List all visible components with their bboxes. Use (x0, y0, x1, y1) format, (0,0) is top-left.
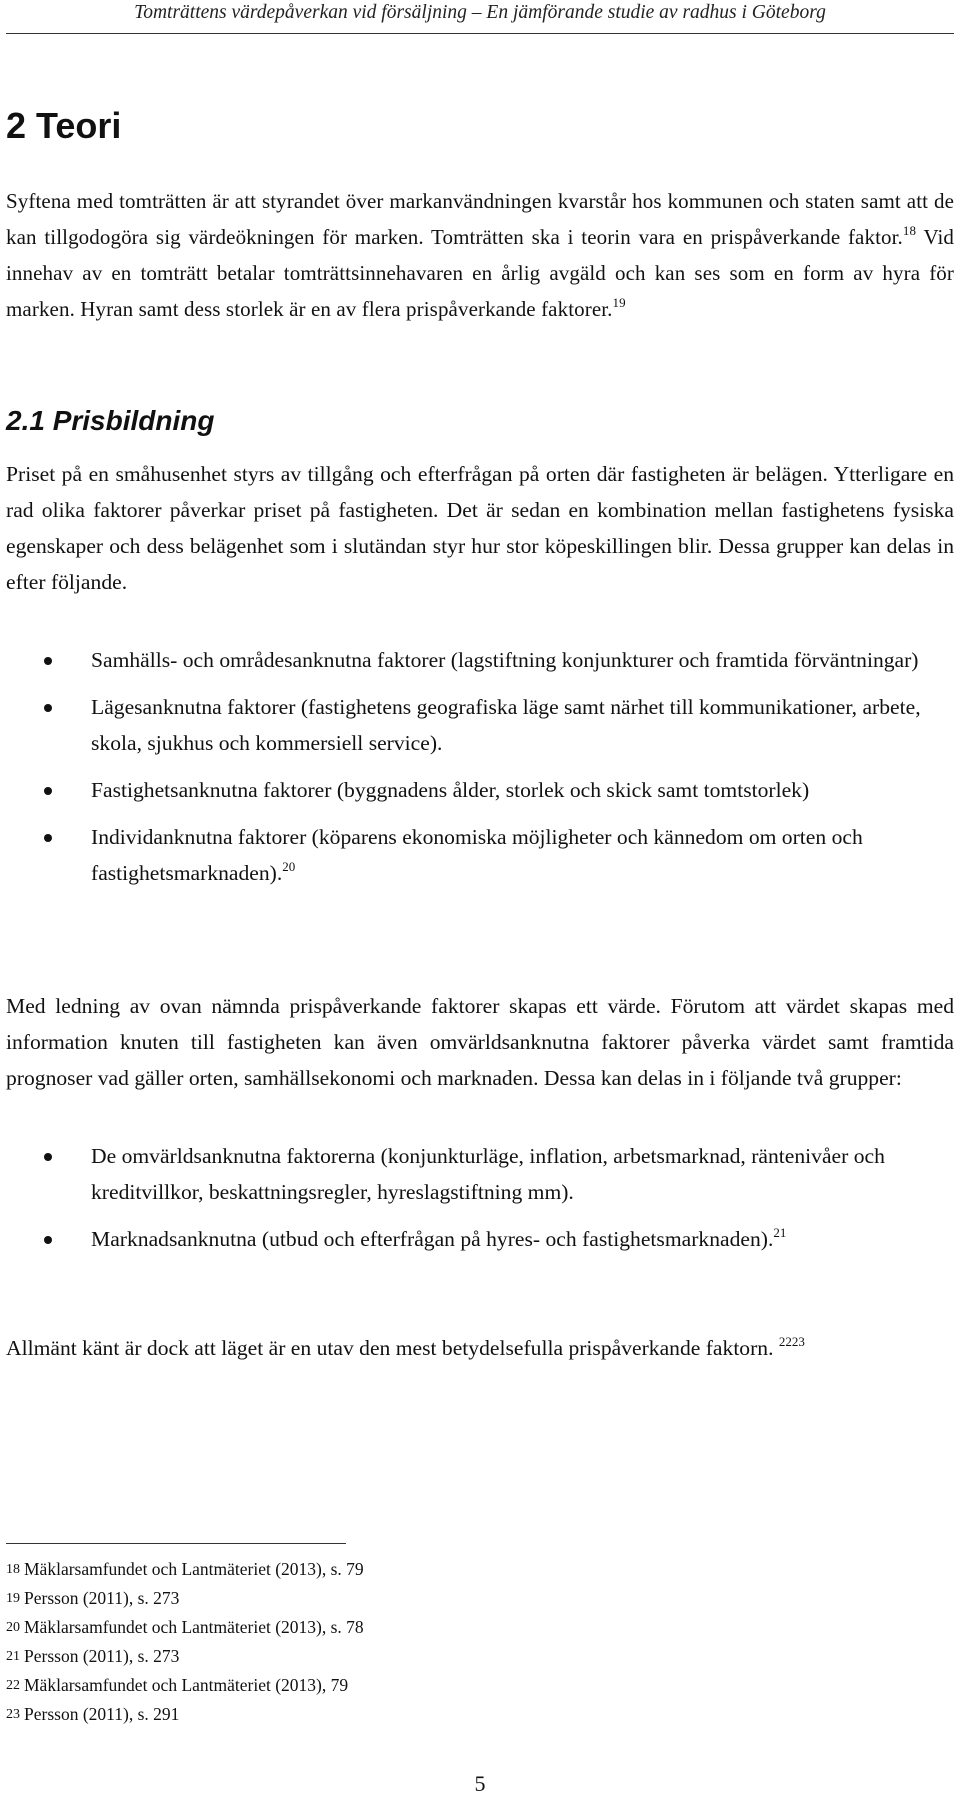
list-item (6, 642, 954, 678)
footnote-rule (6, 1543, 346, 1544)
footnote-text: Mäklarsamfundet och Lantmäteriet (2013), 79 (24, 1675, 349, 1695)
running-header: Tomträttens värdepåverkan vid försäljning – En jämförande studie av radhus i Göteborg (134, 2, 826, 23)
footnote (6, 1584, 364, 1613)
footnote-number: 21 (6, 1649, 20, 1664)
footnote-text: Mäklarsamfundet och Lantmäteriet (2013), s. 78 (24, 1617, 364, 1637)
list-item (6, 819, 954, 891)
group-list (6, 1138, 954, 1268)
intro-paragraph (6, 183, 954, 327)
footnote-number: 22 (6, 1678, 20, 1693)
list-item-text: De omvärldsanknutna faktorerna (konjunkturläge, inflation, arbetsmarknad, räntenivåer och kreditvillkor, beskattningsregler, hyreslagstiftning mm). (91, 1144, 885, 1204)
footnote-text: Persson (2011), s. 273 (24, 1588, 180, 1608)
footnote-number: 18 (6, 1562, 20, 1577)
header-rule (6, 33, 954, 34)
section-heading: 2.1 Prisbildning (6, 405, 215, 436)
closing-paragraph (6, 1330, 954, 1366)
bullet-icon (44, 787, 52, 795)
footnote (6, 1700, 364, 1729)
footnote (6, 1555, 364, 1584)
closing-text: Allmänt känt är dock att läget är en utav den mest betydelsefulla prispåverkande faktorn. (6, 1336, 779, 1360)
footnote-number: 20 (6, 1620, 20, 1635)
list-item-text: Samhälls- och områdesanknutna faktorer (lagstiftning konjunkturer och framtida förväntningar) (91, 648, 919, 672)
list-item-text: Individanknutna faktorer (köparens ekonomiska möjligheter och kännedom om orten och fastighetsmarknaden). (91, 825, 863, 885)
footnote-ref-21[interactable]: 21 (773, 1225, 787, 1240)
footnote (6, 1613, 364, 1642)
footnote-ref-18[interactable]: 18 (902, 223, 917, 238)
footnote-text: Mäklarsamfundet och Lantmäteriet (2013), s. 79 (24, 1559, 364, 1579)
list-item-text: Fastighetsanknutna faktorer (byggnadens ålder, storlek och skick samt tomtstorlek) (91, 778, 810, 802)
footnote-ref-20[interactable]: 20 (282, 859, 296, 874)
chapter-heading: 2 Teori (6, 105, 122, 146)
intro-text-b: Vid innehav av en tomträtt betalar tomträttsinnehavaren en årlig avgäld och kan ses som en form av hyra för marken. Hyran samt dess storlek är en av flera prispåverkande faktorer. (6, 225, 954, 321)
footnote-number: 23 (6, 1707, 20, 1722)
value-paragraph: Med ledning av ovan nämnda prispåverkande faktorer skapas ett värde. Förutom att värdet skapas med information knuten till fastigheten kan även omvärldsanknutna faktorer påverka värdet samt framtida prognoser vad gäller orten, samhällsekonomi och marknaden. Dessa kan delas in i följande två grupper: (6, 994, 954, 1090)
bullet-icon (44, 1153, 52, 1161)
list-item-text: Lägesanknutna faktorer (fastighetens geografiska läge samt närhet till kommunikationer, arbete, skola, sjukhus och kommersiell service). (91, 695, 921, 755)
intro-text-a: Syftena med tomträtten är att styrandet över markanvändningen kvarstår hos kommunen och staten samt att de kan tillgodogöra sig värdeökningen för marken. Tomträtten ska i teorin vara en prispåverkande faktor. (6, 189, 954, 249)
list-item-text: Marknadsanknutna (utbud och efterfrågan på hyres- och fastighetsmarknaden). (91, 1227, 774, 1251)
footnote (6, 1671, 364, 1700)
footnotes (6, 1555, 364, 1729)
bullet-icon (44, 1236, 52, 1244)
footnote-ref-2223[interactable]: 2223 (778, 1334, 805, 1349)
list-item (6, 689, 954, 761)
footnote (6, 1642, 364, 1671)
bullet-icon (44, 657, 52, 665)
footnote-text: Persson (2011), s. 273 (24, 1646, 180, 1666)
footnote-ref-19[interactable]: 19 (612, 295, 626, 310)
list-item (6, 1221, 954, 1257)
factor-list (6, 642, 954, 902)
footnote-text: Persson (2011), s. 291 (24, 1704, 180, 1724)
list-item (6, 772, 954, 808)
footnote-number: 19 (6, 1591, 20, 1606)
list-item (6, 1138, 954, 1210)
bullet-icon (44, 704, 52, 712)
page-number: 5 (474, 1771, 486, 1796)
section-paragraph: Priset på en småhusenhet styrs av tillgång och efterfrågan på orten där fastigheten är belägen. Ytterligare en rad olika faktorer påverkar priset på fastigheten. Det är sedan en kombination mellan fastighetens fysiska egenskaper och dess belägenhet som i slutändan styr hur stor köpeskillingen blir. Dessa grupper kan delas in efter följande. (6, 462, 954, 594)
bullet-icon (44, 834, 52, 842)
